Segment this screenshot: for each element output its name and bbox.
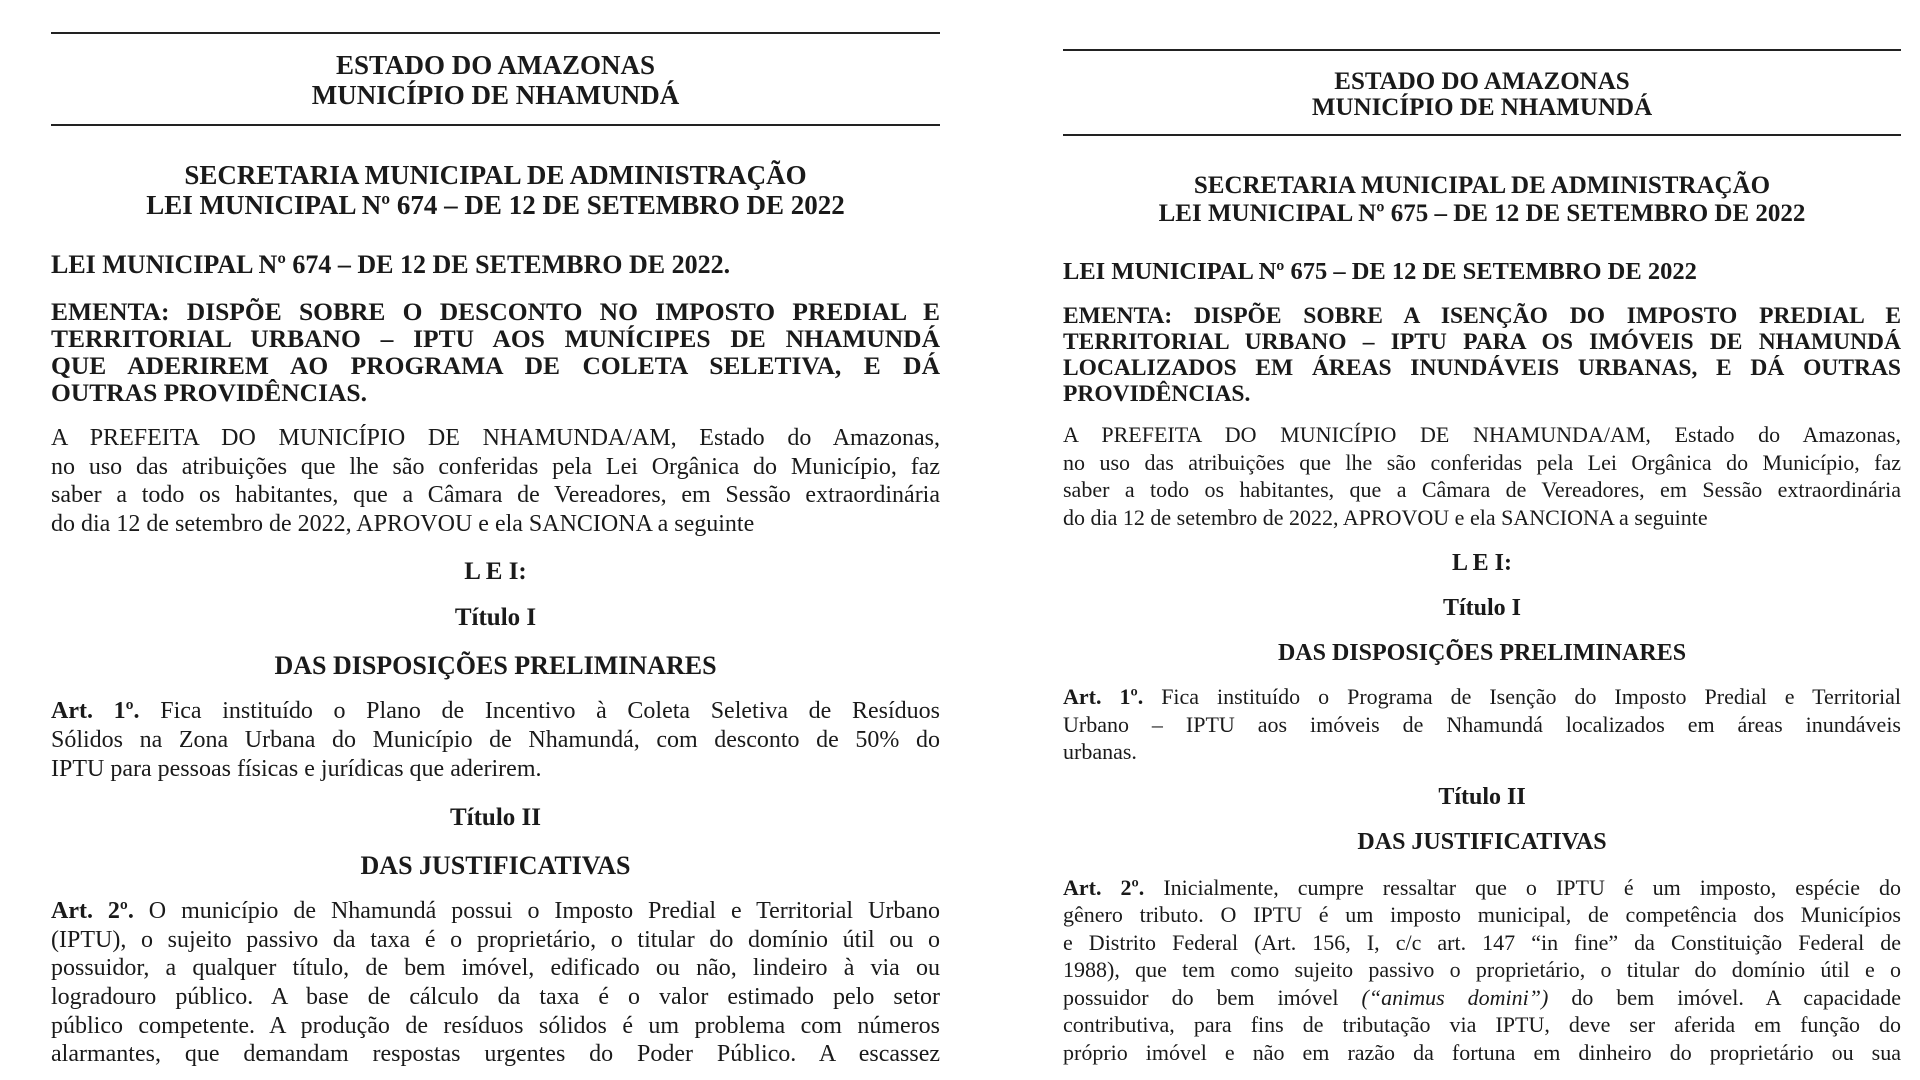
intro-line: no uso das atribuições que lhe são conferidas pela Lei Orgânica do Município, faz xyxy=(1063,449,1901,475)
titulo-2: Título II xyxy=(449,804,541,832)
ementa-line: OUTRAS PROVIDÊNCIAS. xyxy=(51,378,367,407)
intro-line: A PREFEITA DO MUNICÍPIO DE NHAMUNDA/AM, Estado do Amazonas, xyxy=(1063,422,1901,447)
article-line xyxy=(51,697,940,726)
state-name: ESTADO DO AMAZONAS xyxy=(1334,68,1630,95)
municipality-name: MUNICÍPIO DE NHAMUNDÁ xyxy=(311,80,680,110)
section-preliminary-provisions: DAS DISPOSIÇÕES PRELIMINARES xyxy=(274,651,717,681)
lei-label: L E I: xyxy=(1451,550,1513,576)
article-text: Inicialmente, cumpre ressaltar que o IPTU é um imposto, espécie do xyxy=(1163,874,1901,900)
ementa-line: PROVIDÊNCIAS. xyxy=(1063,381,1251,407)
header-rule-top xyxy=(1063,49,1901,51)
titulo-1: Título I xyxy=(454,604,537,632)
article-line xyxy=(51,897,940,926)
intro-line: do dia 12 de setembro de 2022, APROVOU e ela SANCIONA a seguinte xyxy=(1063,504,1708,530)
header-rule-bottom xyxy=(51,124,940,126)
header-rule-top xyxy=(51,32,940,34)
intro-line: do dia 12 de setembro de 2022, APROVOU e ela SANCIONA a seguinte xyxy=(51,510,755,537)
intro-paragraph xyxy=(1063,421,1901,531)
article-2 xyxy=(1063,874,1901,1067)
article-line: próprio imóvel e não em razão da fortuna em dinheiro do proprietário ou sua xyxy=(1063,1039,1901,1065)
law-heading: LEI MUNICIPAL Nº 675 – DE 12 DE SETEMBRO DE 2022 xyxy=(1158,200,1806,227)
article-line: gênero tributo. O IPTU é um imposto municipal, de competência dos Municípios xyxy=(1063,902,1901,927)
article-line: (IPTU), o sujeito passivo da taxa é o proprietário, o titular do domínio útil ou o xyxy=(51,926,940,953)
ementa-line: QUE ADERIREM AO PROGRAMA DE COLETA SELETIVA, E DÁ xyxy=(51,351,940,380)
article-line xyxy=(1063,683,1901,711)
article-1 xyxy=(1063,683,1901,766)
header-rule-bottom xyxy=(1063,134,1901,136)
article-label: Art. 1º. xyxy=(1063,684,1144,709)
article-label: Art. 2º. xyxy=(51,898,134,925)
intro-line: no uso das atribuições que lhe são conferidas pela Lei Orgânica do Município, faz xyxy=(51,453,940,480)
ementa xyxy=(51,298,940,406)
ementa-line: EMENTA: DISPÕE SOBRE O DESCONTO NO IMPOSTO PREDIAL E xyxy=(51,297,940,326)
ementa-line: EMENTA: DISPÕE SOBRE A ISENÇÃO DO IMPOSTO PREDIAL E xyxy=(1063,303,1901,329)
section-justifications: DAS JUSTIFICATIVAS xyxy=(360,851,631,881)
intro-line: saber a todo os habitantes, que a Câmara de Vereadores, em Sessão extraordinária xyxy=(51,482,940,509)
article-line: alarmantes, que demandam respostas urgentes do Poder Público. A escassez xyxy=(51,1041,940,1068)
lei-label: L E I: xyxy=(464,558,527,586)
article-line: e Distrito Federal (Art. 156, I, c/c art. 147 “in fine” da Constituição Federal de xyxy=(1063,929,1901,955)
article-label: Art. 1º. xyxy=(51,698,140,725)
secretariat-name: SECRETARIA MUNICIPAL DE ADMINISTRAÇÃO xyxy=(1193,172,1771,199)
document-header xyxy=(51,50,940,110)
article-1 xyxy=(51,697,940,783)
article-text: O município de Nhamundá possui o Imposto Predial e Territorial Urbano xyxy=(148,898,940,925)
ementa-line: TERRITORIAL URBANO – IPTU PARA OS IMÓVEIS DE NHAMUNDÁ xyxy=(1063,329,1901,355)
titulo-1: Título I xyxy=(1442,595,1522,621)
article-line: 1988), que tem como sujeito passivo o proprietário, o titular do domínio útil e o xyxy=(1063,957,1901,982)
article-line: contributiva, para fins de tributação via IPTU, deve ser aferida em função do xyxy=(1063,1012,1901,1037)
article-line: urbanas. xyxy=(1063,739,1137,764)
section-preliminary-provisions: DAS DISPOSIÇÕES PRELIMINARES xyxy=(1277,640,1687,666)
law-674-document xyxy=(51,0,940,1080)
secretariat-name: SECRETARIA MUNICIPAL DE ADMINISTRAÇÃO xyxy=(184,160,807,190)
article-line: Urbano – IPTU aos imóveis de Nhamundá localizados em áreas inundáveis xyxy=(1063,711,1901,737)
article-line: Sólidos na Zona Urbana do Município de Nhamundá, com desconto de 50% do xyxy=(51,726,940,753)
ementa xyxy=(1063,303,1901,407)
article-line xyxy=(1063,874,1901,902)
law-heading: LEI MUNICIPAL Nº 674 – DE 12 DE SETEMBRO DE 2022 xyxy=(146,190,845,220)
article-text: Fica instituído o Programa de Isenção do Imposto Predial e Territorial xyxy=(1161,684,1901,709)
titulo-2: Título II xyxy=(1438,783,1526,810)
article-label: Art. 2º. xyxy=(1063,874,1145,900)
law-title: LEI MUNICIPAL Nº 674 – DE 12 DE SETEMBRO DE 2022. xyxy=(51,250,731,279)
ementa-line: TERRITORIAL URBANO – IPTU AOS MUNÍCIPES DE NHAMUNDÁ xyxy=(51,324,940,353)
article-line: logradouro público. A base de cálculo da taxa é o valor estimado pelo setor xyxy=(51,983,940,1010)
intro-line: A PREFEITA DO MUNICÍPIO DE NHAMUNDA/AM, Estado do Amazonas, xyxy=(51,425,940,451)
article-line: possuidor, a qualquer título, de bem imóvel, edificado ou não, lindeiro à via ou xyxy=(51,955,940,982)
section-justifications: DAS JUSTIFICATIVAS xyxy=(1357,828,1607,855)
article-line xyxy=(1063,984,1901,1012)
article-line: IPTU para pessoas físicas e jurídicas que aderirem. xyxy=(51,755,542,782)
ementa-line: LOCALIZADOS EM ÁREAS INUNDÁVEIS URBANAS, E DÁ OUTRAS xyxy=(1063,355,1901,381)
state-name: ESTADO DO AMAZONAS xyxy=(335,50,656,80)
secretariat-heading xyxy=(1063,172,1901,228)
article-text: possuidor do bem imóvel xyxy=(1063,984,1362,1010)
article-line: público competente. A produção de resíduos sólidos é um problema com números xyxy=(51,1012,940,1039)
law-title: LEI MUNICIPAL Nº 675 – DE 12 DE SETEMBRO DE 2022 xyxy=(1063,258,1697,285)
intro-paragraph xyxy=(51,424,940,538)
latin-term: (“animus domini”) xyxy=(1361,984,1549,1010)
article-text: Fica instituído o Plano de Incentivo à Coleta Seletiva de Resíduos xyxy=(160,698,940,725)
article-text: do bem imóvel. A capacidade xyxy=(1548,984,1901,1010)
document-header xyxy=(1063,69,1901,121)
secretariat-heading xyxy=(51,160,940,220)
intro-line: saber a todo os habitantes, que a Câmara de Vereadores, em Sessão extraordinária xyxy=(1063,477,1901,502)
municipality-name: MUNICÍPIO DE NHAMUNDÁ xyxy=(1311,94,1653,121)
article-2 xyxy=(51,897,940,1069)
law-675-document xyxy=(1063,0,1901,1080)
